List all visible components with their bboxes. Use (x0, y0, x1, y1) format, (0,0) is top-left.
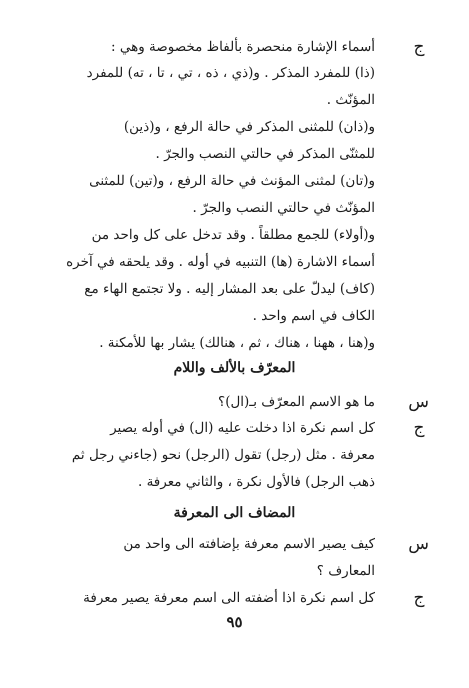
text-line: أسماء الاشارة (ها) التنبيه في أوله . وقد يلحقه في آخره (66, 254, 375, 270)
text-line: للمثنّى المذكر في حالتي النصب والجرّ . (155, 146, 375, 162)
text-line: كيف يصير الاسم معرفة بإضافته الى واحد من (123, 536, 375, 552)
answer-label: ج (413, 37, 425, 57)
text-line: و(ذان) للمثنى المذكر في حالة الرفع ، و(ذين) (123, 119, 375, 135)
page-number: ٩٥ (226, 613, 243, 631)
text-line: و(هنا ، ههنا ، هناك ، ثم ، هنالك) يشار بها للأمكنة . (99, 335, 375, 351)
text-line: المؤنّث . (326, 92, 375, 108)
question-label: س (408, 392, 429, 412)
text-line: المعارف ؟ (316, 563, 375, 579)
question-label: س (408, 534, 429, 554)
text-line: الكاف في اسم واحد . (252, 308, 375, 324)
section-heading: المعرّف بالألف واللام (173, 360, 296, 376)
text-line: و(أولاء) للجمع مطلقاً . وقد تدخل على كل واحد من (91, 227, 375, 243)
text-line: و(تان) لمثنى المؤنث في حالة الرفع ، و(تين) للمثنى (89, 173, 375, 189)
answer-label: ج (413, 418, 425, 438)
text-line: معرفة . مثل (رجل) تقول (الرجل) نحو (جاءني رجل ثم (71, 447, 375, 463)
text-line: (كاف) ليدلّ على بعد المشار إليه . ولا تجتمع الهاء مع (84, 281, 375, 297)
text-line: ما هو الاسم المعرّف بـ(ال)؟ (218, 394, 375, 410)
text-line: ذهب الرجل) فالأول نكرة ، والثاني معرفة . (137, 474, 375, 490)
text-line: كل اسم نكرة اذا دخلت عليه (ال) في أوله يصير (110, 420, 375, 436)
text-line: أسماء الإشارة منحصرة بألفاظ مخصوصة وهي : (111, 39, 375, 55)
text-line: المؤنّث في حالتي النصب والجرّ . (192, 200, 375, 216)
section-heading: المضاف الى المعرفة (173, 505, 296, 521)
answer-label: ج (413, 588, 425, 608)
text-line: (ذا) للمفرد المذكر . و(ذي ، ذه ، تي ، تا ، ته) للمفرد (86, 65, 375, 81)
text-line: كل اسم نكرة اذا أضفته الى اسم معرفة يصير معرفة (83, 590, 375, 606)
